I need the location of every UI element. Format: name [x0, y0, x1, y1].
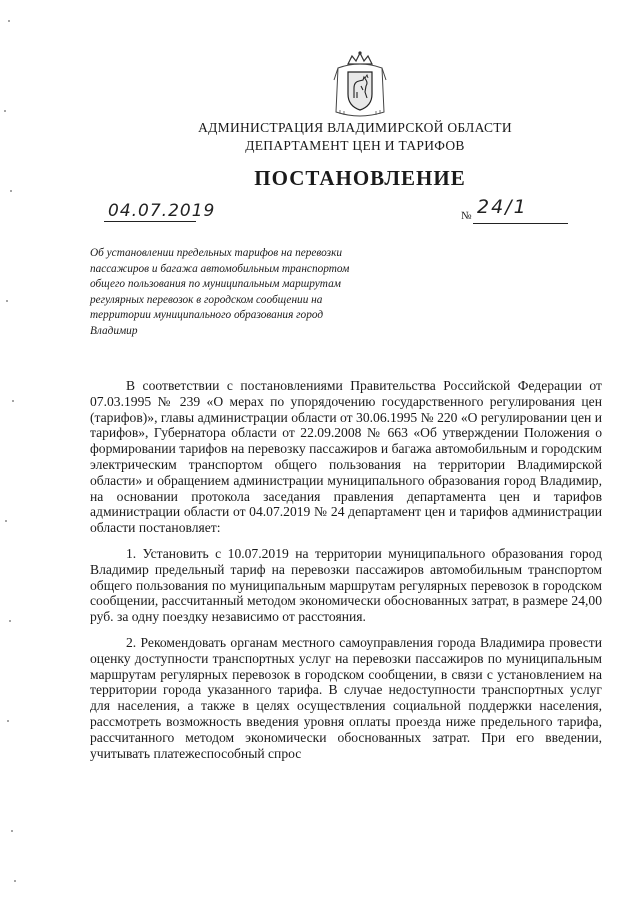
paragraph-item-2: 2. Рекомендовать органам местного самоуправления города Владимира провести оценку доступности транспортных услуг на перевозки пассажиров по муниципальным маршрутам регулярных перевозок в городском сообщении, в связи с установлением на территории города указанного тарифа. В случае недоступности транспортных услуг для населения, а также в целях осуществления социальной поддержки населения, рассмотреть возможность введения уровня оплаты проезда ниже предельного тарифа, рассчитанного методом экономически обоснованных затрат. При его введении, учитывать платежеспособный спрос — [90, 634, 602, 761]
number-underline — [473, 223, 568, 224]
coat-of-arms-icon — [330, 50, 390, 122]
handwritten-number: 24/1 — [477, 196, 528, 218]
paragraph-item-1: 1. Установить с 10.07.2019 на территории муниципального образования город Владимир предельный тариф на перевозки пассажиров автомобильным транспортом общего пользования по муниципальным маршрутам регулярных перевозок в городском сообщении, рассчитанный методом экономически обоснованных затрат, в размере 24,00 руб. за одну поездку независимо от расстояния. — [90, 545, 602, 625]
document-subject: Об установлении предельных тарифов на перевозки пассажиров и багажа автомобильным транспортом общего пользования по муниципальным маршрутам регулярных перевозок в городском сообщении на территории муниципального образования город Владимир — [90, 247, 350, 337]
number-label: № — [461, 210, 472, 222]
handwritten-date: 04.07.2019 — [108, 201, 216, 221]
department-name: ДЕПАРТАМЕНТ ЦЕН И ТАРИФОВ — [245, 138, 465, 153]
organization-name: АДМИНИСТРАЦИЯ ВЛАДИМИРСКОЙ ОБЛАСТИ — [198, 120, 512, 135]
date-underline — [104, 221, 196, 222]
document-title: ПОСТАНОВЛЕНИЕ — [254, 166, 466, 190]
document-body — [90, 378, 602, 771]
paragraph-preamble: В соответствии с постановлениями Правительства Российской Федерации от 07.03.1995 № 239 «О мерах по упорядочению государственного регулирования цен (тарифов)», главы администрации области от 30.06.1995 № 220 «О регулировании цен и тарифов», Губернатора области от 22.09.2008 № 663 «Об утверждении Положения о формировании тарифов на перевозку пассажиров и багажа автомобильным и городским электрическим транспортом общего пользования на территории Владимирской области» и обращением администрации муниципального образования город Владимир, на основании протокола заседания правления департамента цен и тарифов администрации области от 04.07.2019 № 24 департамент цен и тарифов администрации области постановляет: — [90, 378, 602, 536]
